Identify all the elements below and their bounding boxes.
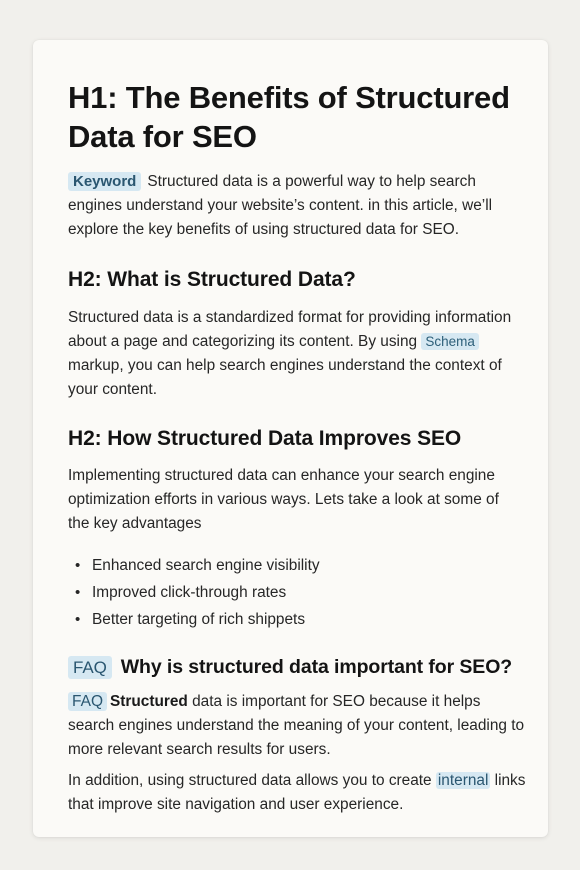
intro-paragraph [68, 170, 523, 242]
section-paragraph-what [68, 306, 513, 402]
closing-text-start: In addition, using structured data allows you to create [68, 772, 432, 789]
faq-answer-bold: Structured [110, 693, 188, 710]
internal-link-tag[interactable]: internal [437, 772, 489, 789]
faq-answer [68, 690, 526, 762]
schema-tag: Schema [421, 333, 479, 350]
keyword-tag: Keyword [68, 172, 141, 191]
page-title: H1: The Benefits of Structured Data for SEO [68, 80, 510, 154]
benefits-list [68, 552, 508, 633]
article-card [33, 40, 548, 837]
faq-answer-tag: FAQ [68, 692, 107, 711]
list-item [68, 552, 508, 579]
list-item [68, 579, 508, 606]
what-text-end: markup, you can help search engines understand the context of your content. [68, 357, 502, 398]
faq-tag: FAQ [68, 656, 112, 679]
bullet-icon: • [75, 557, 81, 574]
list-item [68, 606, 508, 633]
bullet-icon: • [75, 584, 81, 601]
intro-text-rest: red data is a powerful way to help search engines understand your website’s content. in this article, we’ll explore the key benefits of using structured data for SEO. [68, 173, 493, 238]
bullet-icon: • [75, 611, 81, 628]
list-item-text: Improved click-through rates [92, 584, 287, 601]
closing-paragraph [68, 769, 526, 817]
list-item-text: Enhanced search engine visibility [92, 557, 320, 574]
faq-heading [68, 654, 512, 681]
section-paragraph-how: Implementing structured data can enhance your search engine optimization efforts in various ways. Lets take a look at some of the key advantages [68, 467, 499, 532]
faq-question: Why is structured data important for SEO? [120, 656, 513, 678]
what-text-start: Structured data is a standardized format for providing information about a page and categorizing its content. By using [68, 309, 512, 350]
closing-text-end: links that improve site navigation and user experience. [68, 772, 526, 813]
section-heading-what: H2: What is Structured Data? [68, 268, 356, 291]
intro-text-start: Structu [147, 173, 197, 190]
faq-answer-text: data is important for SEO because it helps search engines understand the meaning of your content, leading to more relevant search results for users. [68, 693, 525, 758]
list-item-text: Better targeting of rich shippets [92, 611, 306, 628]
section-heading-how: H2: How Structured Data Improves SEO [68, 427, 462, 450]
